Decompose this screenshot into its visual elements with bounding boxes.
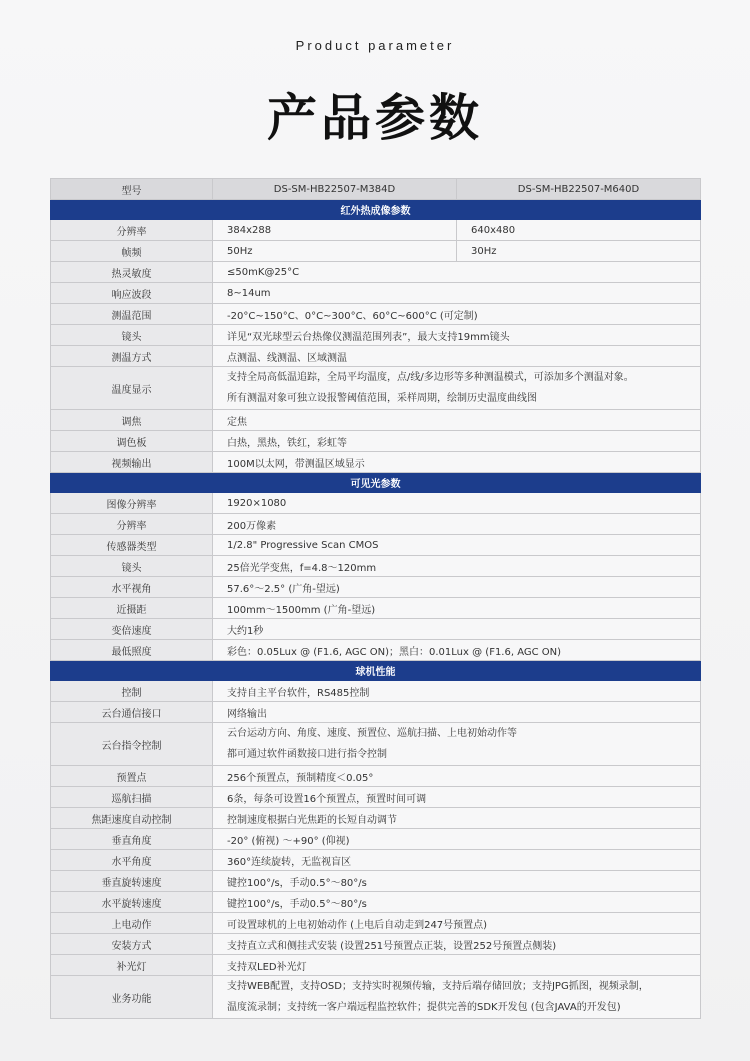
row-label: 水平视角	[51, 577, 213, 598]
row-value: 256个预置点，预制精度＜0.05°	[213, 766, 701, 787]
row-value: 网络输出	[213, 702, 701, 723]
row-label: 安装方式	[51, 934, 213, 955]
row-value	[213, 976, 701, 1019]
table-row	[51, 241, 701, 262]
row-label: 温度显示	[51, 367, 213, 410]
row-value-model-a: 50Hz	[213, 241, 457, 262]
row-label: 测温范围	[51, 304, 213, 325]
table-row	[51, 892, 701, 913]
header-model-b: DS-SM-HB22507-M640D	[457, 179, 701, 200]
parameter-table	[50, 178, 701, 1019]
table-row	[51, 220, 701, 241]
row-value: 大约1秒	[213, 619, 701, 640]
row-value-model-b: 640x480	[457, 220, 701, 241]
row-value: 8~14um	[213, 283, 701, 304]
row-value: 57.6°～2.5° (广角-望远)	[213, 577, 701, 598]
row-value-line: 都可通过软件函数接口进行指令控制	[227, 749, 387, 760]
row-label: 近摄距	[51, 598, 213, 619]
row-value: 键控100°/s，手动0.5°～80°/s	[213, 892, 701, 913]
row-label: 图像分辨率	[51, 493, 213, 514]
row-label: 水平角度	[51, 850, 213, 871]
table-row	[51, 346, 701, 367]
english-title: Product parameter	[295, 38, 455, 53]
header-model-a: DS-SM-HB22507-M384D	[213, 179, 457, 200]
row-value-line: 温度流录制；支持统一客户端远程监控软件；提供完善的SDK开发包 (包含JAVA的开发包)	[227, 1002, 621, 1013]
row-value-model-a: 384x288	[213, 220, 457, 241]
row-value: 1/2.8" Progressive Scan CMOS	[213, 535, 701, 556]
table-row	[51, 452, 701, 473]
row-value: 键控100°/s，手动0.5°～80°/s	[213, 871, 701, 892]
row-value: 1920×1080	[213, 493, 701, 514]
row-label: 镜头	[51, 325, 213, 346]
row-value: 白热，黑热，铁红，彩虹等	[213, 431, 701, 452]
table-row	[51, 850, 701, 871]
row-label: 调焦	[51, 410, 213, 431]
row-value: 定焦	[213, 410, 701, 431]
table-row	[51, 787, 701, 808]
row-label: 响应波段	[51, 283, 213, 304]
row-value: 点测温、线测温、区域测温	[213, 346, 701, 367]
row-value-line: 支持全局高低温追踪，全局平均温度，点/线/多边形等多种测温模式，可添加多个测温对象。	[227, 372, 634, 383]
table-row	[51, 493, 701, 514]
row-label: 视频输出	[51, 452, 213, 473]
row-label: 巡航扫描	[51, 787, 213, 808]
row-value-line: 云台运动方向、角度、速度、预置位、巡航扫描、上电初始动作等	[227, 728, 517, 739]
row-value: 100M以太网，带测温区域显示	[213, 452, 701, 473]
row-value-line: 支持WEB配置，支持OSD；支持实时视频传输，支持后端存储回放；支持JPG抓图，视频录制，	[227, 981, 649, 992]
row-value: 彩色：0.05Lux @ (F1.6, AGC ON)；黑白：0.01Lux @ (F1.6, AGC ON)	[213, 640, 701, 661]
table-row	[51, 535, 701, 556]
row-label: 业务功能	[51, 976, 213, 1019]
row-label: 云台指令控制	[51, 723, 213, 766]
table-row	[51, 410, 701, 431]
table-row	[51, 367, 701, 410]
row-value: 支持双LED补光灯	[213, 955, 701, 976]
table-row	[51, 829, 701, 850]
table-row	[51, 702, 701, 723]
table-row	[51, 934, 701, 955]
row-label: 控制	[51, 681, 213, 702]
table-row	[51, 556, 701, 577]
row-label: 最低照度	[51, 640, 213, 661]
table-row	[51, 598, 701, 619]
row-value: -20°C~150°C、0°C~300°C、60°C~600°C (可定制)	[213, 304, 701, 325]
row-label: 测温方式	[51, 346, 213, 367]
row-value: 200万像素	[213, 514, 701, 535]
row-value: 25倍光学变焦，f=4.8～120mm	[213, 556, 701, 577]
row-value: 支持自主平台软件，RS485控制	[213, 681, 701, 702]
row-value: -20° (俯视) ～+90° (仰视)	[213, 829, 701, 850]
row-label: 预置点	[51, 766, 213, 787]
table-row	[51, 325, 701, 346]
row-label: 上电动作	[51, 913, 213, 934]
table-row	[51, 431, 701, 452]
table-row	[51, 976, 701, 1019]
row-label: 垂直角度	[51, 829, 213, 850]
table-row	[51, 262, 701, 283]
section-header	[51, 473, 701, 493]
table-row	[51, 681, 701, 702]
row-label: 变倍速度	[51, 619, 213, 640]
row-value-line: 所有测温对象可独立设报警阈值范围，采样周期，绘制历史温度曲线图	[227, 393, 537, 404]
section-header	[51, 661, 701, 681]
row-label: 垂直旋转速度	[51, 871, 213, 892]
row-label: 分辨率	[51, 514, 213, 535]
table-row	[51, 913, 701, 934]
row-label: 补光灯	[51, 955, 213, 976]
table-row	[51, 304, 701, 325]
row-label: 焦距速度自动控制	[51, 808, 213, 829]
row-value	[213, 723, 701, 766]
row-value: 6条，每条可设置16个预置点，预置时间可调	[213, 787, 701, 808]
table-row	[51, 283, 701, 304]
table-row	[51, 871, 701, 892]
table-row	[51, 808, 701, 829]
row-value: 详见“双光球型云台热像仪测温范围列表”，最大支持19mm镜头	[213, 325, 701, 346]
row-value: ≤50mK@25°C	[213, 262, 701, 283]
row-value: 360°连续旋转，无监视盲区	[213, 850, 701, 871]
row-value: 控制速度根据白光焦距的长短自动调节	[213, 808, 701, 829]
row-value: 支持直立式和侧挂式安装 (设置251号预置点正装，设置252号预置点侧装)	[213, 934, 701, 955]
section-title: 球机性能	[51, 661, 701, 681]
row-value-model-b: 30Hz	[457, 241, 701, 262]
row-label: 传感器类型	[51, 535, 213, 556]
table-header-row	[51, 179, 701, 200]
table-row	[51, 955, 701, 976]
row-label: 水平旋转速度	[51, 892, 213, 913]
row-label: 帧频	[51, 241, 213, 262]
page-title: 产品参数	[267, 89, 483, 147]
table-row	[51, 577, 701, 598]
table-row	[51, 619, 701, 640]
table-row	[51, 514, 701, 535]
row-value: 100mm～1500mm (广角-望远)	[213, 598, 701, 619]
table-row	[51, 766, 701, 787]
row-label: 镜头	[51, 556, 213, 577]
section-title: 红外热成像参数	[51, 200, 701, 220]
row-value: 可设置球机的上电初始动作 (上电后自动走到247号预置点)	[213, 913, 701, 934]
section-header	[51, 200, 701, 220]
row-label: 云台通信接口	[51, 702, 213, 723]
section-title: 可见光参数	[51, 473, 701, 493]
table-row	[51, 640, 701, 661]
table-row	[51, 723, 701, 766]
row-value	[213, 367, 701, 410]
row-label: 分辨率	[51, 220, 213, 241]
header-label: 型号	[51, 179, 213, 200]
row-label: 调色板	[51, 431, 213, 452]
row-label: 热灵敏度	[51, 262, 213, 283]
